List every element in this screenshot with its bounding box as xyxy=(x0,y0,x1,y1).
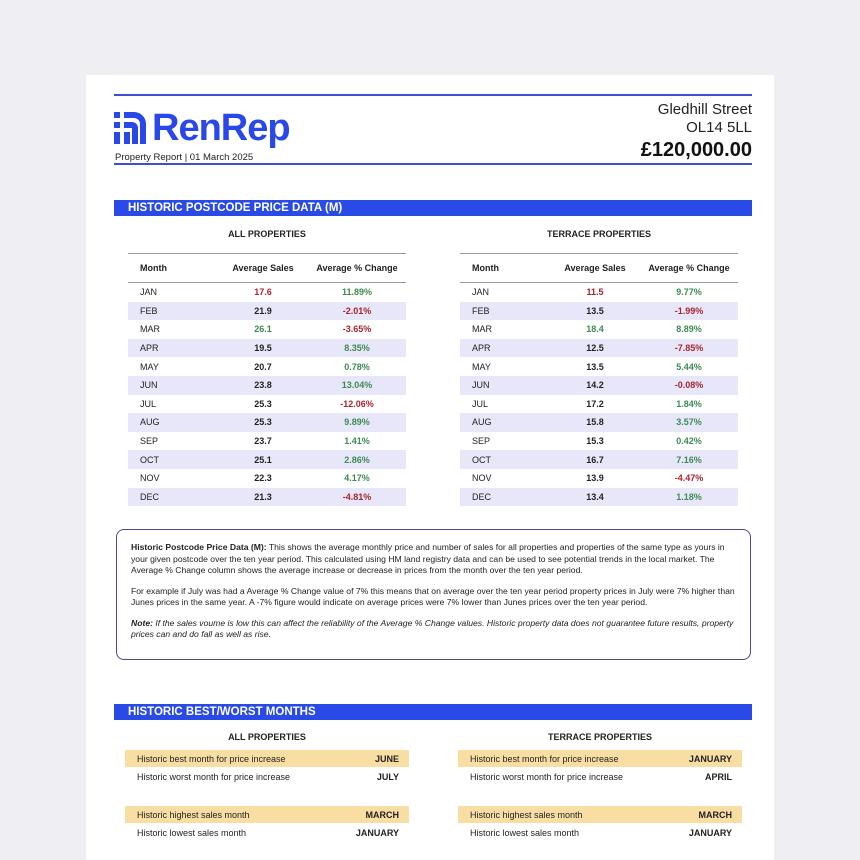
best-worst-row xyxy=(458,768,742,785)
best-worst-label: Historic highest sales month xyxy=(137,809,250,820)
best-worst-row xyxy=(125,768,409,785)
change-cell: 5.44% xyxy=(676,361,702,372)
explanation-title: Historic Postcode Price Data (M): xyxy=(131,542,267,552)
table-row xyxy=(460,450,738,469)
property-address xyxy=(641,101,752,163)
sales-cell: 13.5 xyxy=(586,305,604,316)
explanation-box xyxy=(116,529,751,660)
month-cell: MAR xyxy=(140,324,160,335)
change-cell: 8.35% xyxy=(344,343,370,354)
month-cell: JUL xyxy=(140,398,157,409)
column-header-month: Month xyxy=(472,263,499,273)
best-worst-value: APRIL xyxy=(705,771,732,782)
best-worst-value: MARCH xyxy=(365,809,399,820)
best-worst-value: MARCH xyxy=(698,809,732,820)
sales-cell: 15.8 xyxy=(586,417,604,428)
table-header-row xyxy=(460,253,738,283)
sales-cell: 23.7 xyxy=(254,436,272,447)
best-worst-value: JANUARY xyxy=(688,827,732,838)
best-worst-row xyxy=(458,750,742,767)
report-subtitle: Property Report | 01 March 2025 xyxy=(115,152,254,163)
best-worst-row xyxy=(125,824,409,841)
sales-cell: 13.4 xyxy=(586,491,604,502)
change-cell: -1.99% xyxy=(674,305,704,316)
best-worst-value: JANUARY xyxy=(355,827,399,838)
table-row xyxy=(460,283,738,302)
table-row xyxy=(128,432,406,451)
month-cell: JUN xyxy=(472,380,490,391)
table-header-row xyxy=(128,253,406,283)
change-cell: -2.01% xyxy=(342,305,372,316)
month-cell: SEP xyxy=(472,436,491,447)
month-cell: FEB xyxy=(472,305,490,316)
sales-cell: 13.5 xyxy=(586,361,604,372)
section-title-price-data: HISTORIC POSTCODE PRICE DATA (M) xyxy=(114,200,752,216)
table-row xyxy=(460,413,738,432)
sales-cell: 26.1 xyxy=(254,324,272,335)
best-worst-row xyxy=(458,824,742,841)
best-worst-label: Historic worst month for price increase xyxy=(470,771,624,782)
change-cell: -0.08% xyxy=(674,380,704,391)
property-postcode: OL14 5LL xyxy=(686,119,752,136)
month-cell: SEP xyxy=(140,436,159,447)
table-heading: ALL PROPERTIES xyxy=(228,229,306,239)
sales-cell: 25.1 xyxy=(254,454,272,465)
change-cell: 1.18% xyxy=(676,491,702,502)
best-worst-heading: ALL PROPERTIES xyxy=(228,732,306,742)
table-row xyxy=(460,432,738,451)
best-worst-label: Historic highest sales month xyxy=(470,809,583,820)
best-worst-heading: TERRACE PROPERTIES xyxy=(547,732,652,742)
table-row xyxy=(128,469,406,488)
month-cell: JUN xyxy=(140,380,158,391)
table-row xyxy=(128,339,406,358)
sales-cell: 13.9 xyxy=(586,473,604,484)
month-cell: DEC xyxy=(472,491,492,502)
change-cell: 0.78% xyxy=(344,361,370,372)
sales-cell: 14.2 xyxy=(586,380,604,391)
table-row xyxy=(128,488,406,507)
brand-name: RenRep xyxy=(152,107,290,149)
table-heading: TERRACE PROPERTIES xyxy=(546,229,651,239)
month-cell: NOV xyxy=(140,473,160,484)
month-cell: AUG xyxy=(472,417,492,428)
header-top-rule xyxy=(114,94,752,96)
best-worst-label: Historic best month for price increase xyxy=(470,753,619,764)
month-cell: FEB xyxy=(140,305,158,316)
price-table-terrace xyxy=(460,229,738,506)
sales-cell: 21.9 xyxy=(254,305,272,316)
month-cell: AUG xyxy=(140,417,160,428)
change-cell: 1.41% xyxy=(344,436,370,447)
table-row xyxy=(460,339,738,358)
report-page xyxy=(86,75,774,860)
month-cell: MAY xyxy=(472,361,491,372)
sales-cell: 17.6 xyxy=(254,287,272,298)
best-worst-value: JANUARY xyxy=(688,753,732,764)
column-header-change: Average % Change xyxy=(316,263,398,273)
table-row xyxy=(460,488,738,507)
best-worst-label: Historic lowest sales month xyxy=(470,827,580,838)
sales-cell: 21.3 xyxy=(254,491,272,502)
table-row xyxy=(128,450,406,469)
price-table-all xyxy=(128,229,406,506)
month-cell: MAR xyxy=(472,324,492,335)
explanation-note xyxy=(131,618,736,641)
property-price: £120,000.00 xyxy=(640,139,752,161)
header-bottom-rule xyxy=(114,163,752,165)
table-row xyxy=(128,413,406,432)
month-cell: JAN xyxy=(472,287,490,298)
change-cell: 9.77% xyxy=(676,287,702,298)
sales-cell: 23.8 xyxy=(254,380,272,391)
month-cell: NOV xyxy=(472,473,492,484)
month-cell: JUL xyxy=(472,398,489,409)
column-header-sales: Average Sales xyxy=(564,263,626,273)
best-worst-label: Historic lowest sales month xyxy=(137,827,247,838)
table-row xyxy=(460,376,738,395)
section-title-best-worst: HISTORIC BEST/WORST MONTHS xyxy=(114,704,752,720)
sales-cell: 25.3 xyxy=(254,417,272,428)
change-cell: -12.06% xyxy=(340,398,374,409)
table-row xyxy=(460,320,738,339)
month-cell: JAN xyxy=(140,287,158,298)
brand-logo xyxy=(114,109,290,147)
change-cell: 7.16% xyxy=(676,454,702,465)
month-cell: OCT xyxy=(140,454,159,465)
sales-cell: 17.2 xyxy=(586,398,604,409)
column-header-sales: Average Sales xyxy=(232,263,294,273)
change-cell: 11.89% xyxy=(341,287,373,298)
table-row xyxy=(128,283,406,302)
change-cell: 1.84% xyxy=(676,398,702,409)
best-worst-row xyxy=(125,750,409,767)
table-row xyxy=(128,302,406,321)
month-cell: OCT xyxy=(472,454,491,465)
sales-cell: 25.3 xyxy=(254,398,272,409)
explanation-paragraph-1 xyxy=(131,542,736,577)
month-cell: MAY xyxy=(140,361,159,372)
table-row xyxy=(460,302,738,321)
month-cell: APR xyxy=(472,343,491,354)
change-cell: -7.85% xyxy=(674,343,704,354)
explanation-paragraph-2: For example if July was had a Average % Change value of 7% this means that on average over the ten year period property prices in July were 7% higher than Junes prices in the same year. A -7% figure would indicate on average prices were 7% lower than Junes prices over the ten year period. xyxy=(131,585,735,607)
table-row xyxy=(128,376,406,395)
change-cell: -4.81% xyxy=(342,491,372,502)
explanation-text: This shows the average monthly price and number of sales for all properties and properties of the same type as yours in your given postcode over the ten year period. This calculated using HM land registry data and can be used to see potential trends in the local market. The Average % Change column shows the average increase or decrease in prices from the month over the ten year period. xyxy=(131,542,725,575)
table-row xyxy=(128,320,406,339)
note-text: If the sales voume is low this can affect the reliability of the Average % Change values. Historic property data does not guarantee future results, property prices can and do fall as well as rise. xyxy=(131,617,734,639)
change-cell: -3.65% xyxy=(342,324,372,335)
change-cell: 13.04% xyxy=(341,380,373,391)
month-cell: APR xyxy=(140,343,159,354)
table-row xyxy=(460,357,738,376)
best-worst-all xyxy=(125,732,409,841)
change-cell: 4.17% xyxy=(344,473,370,484)
change-cell: 0.42% xyxy=(676,436,702,447)
property-street: Gledhill Street xyxy=(657,101,752,118)
sales-cell: 11.5 xyxy=(586,287,604,298)
sales-cell: 15.3 xyxy=(586,436,604,447)
best-worst-label: Historic best month for price increase xyxy=(137,753,286,764)
sales-cell: 20.7 xyxy=(254,361,272,372)
sales-cell: 12.5 xyxy=(586,343,604,354)
column-header-change: Average % Change xyxy=(648,263,730,273)
sales-cell: 16.7 xyxy=(586,454,604,465)
best-worst-value: JULY xyxy=(376,771,399,782)
best-worst-label: Historic worst month for price increase xyxy=(137,771,291,782)
table-row xyxy=(460,395,738,414)
table-row xyxy=(128,395,406,414)
month-cell: DEC xyxy=(140,491,160,502)
table-row xyxy=(460,469,738,488)
sales-cell: 22.3 xyxy=(254,473,272,484)
best-worst-value: JUNE xyxy=(374,753,399,764)
note-label: Note: xyxy=(131,617,153,628)
column-header-month: Month xyxy=(140,263,167,273)
change-cell: 9.89% xyxy=(344,417,370,428)
table-row xyxy=(128,357,406,376)
change-cell: 8.89% xyxy=(676,324,702,335)
change-cell: 2.86% xyxy=(344,454,370,465)
best-worst-row xyxy=(458,806,742,823)
change-cell: -4.47% xyxy=(674,473,704,484)
sales-cell: 19.5 xyxy=(254,343,272,354)
change-cell: 3.57% xyxy=(676,417,702,428)
best-worst-terrace xyxy=(458,732,742,841)
renrep-logo-icon xyxy=(114,112,148,144)
sales-cell: 18.4 xyxy=(586,324,604,335)
best-worst-row xyxy=(125,806,409,823)
